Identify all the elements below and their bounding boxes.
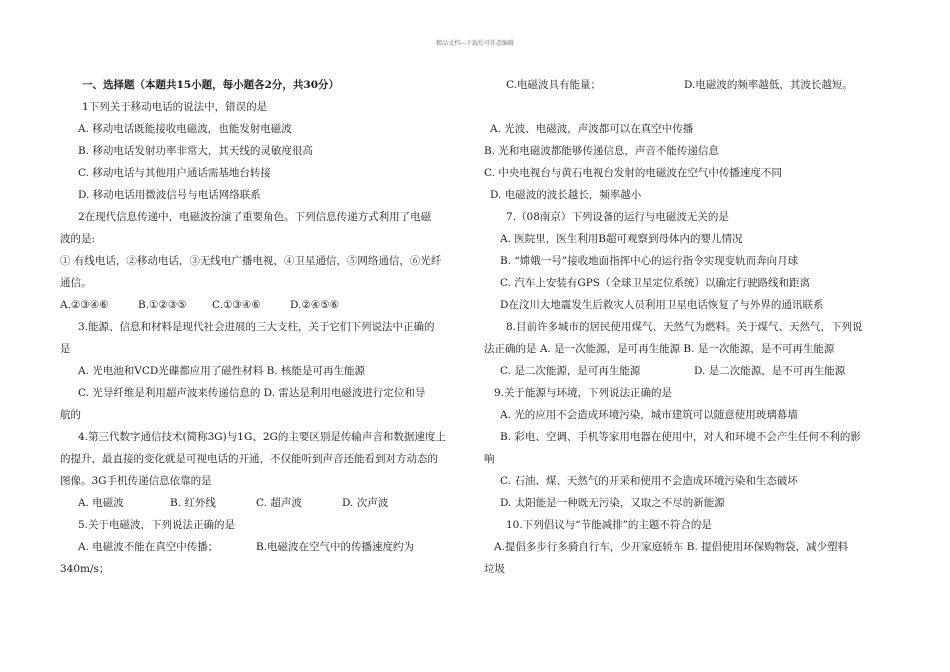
q2-option-d: D.②④⑤⑥ — [290, 299, 340, 311]
q3-options-cd-line1: C. 光导纤维是利用超声波来传递信息的 D. 雷达是利用电磁波进行定位和导 — [78, 387, 426, 399]
q4-option-b: B. 红外线 — [170, 497, 216, 509]
q5-options-cd — [484, 74, 904, 96]
q4-stem-line1: 4.第三代数字通信技术(简称3G)与1G、2G的主要区别是传输声音和数据速度上 — [78, 431, 446, 443]
q2-option-c: C.①③④⑥ — [212, 299, 261, 311]
section-title: 一、选择题（本题共15小题，每小题各2分，共30分） — [82, 79, 340, 91]
q5-option-c: C.电磁波具有能量； — [506, 79, 601, 91]
q3-stem-line1: 3.能源、信息和材料是现代社会进展的三大支柱，关于它们下列说法中正确的 — [78, 321, 435, 333]
header-note: 精品文档---下载后可任意编辑 — [435, 40, 515, 47]
q9-option-a: A. 光的应用不会造成环境污染，城市建筑可以随意使用玻璃幕墙 — [500, 409, 798, 421]
q10-options-ab-line1: A.提倡多步行多骑自行车，少开家庭轿车 B. 提倡使用环保购物袋，减少塑料 — [494, 541, 849, 553]
q6-option-d: D. 电磁波的波长越长，频率越小 — [490, 189, 642, 201]
q7-option-a: A. 医院里，医生利用B超可观察到母体内的婴儿情况 — [500, 233, 743, 245]
q9-option-b-line1: B. 彩电、空调、手机等家用电器在使用中，对人和环境不会产生任何不利的影 — [500, 431, 861, 443]
q3-stem-line2: 是 — [60, 343, 71, 355]
q2-stem-line3: ① 有线电话，②移动电话，③无线电广播电视，④卫星通信，⑤网络通信，⑥光纤 — [60, 255, 442, 267]
q2-option-b: B.①②③⑤ — [138, 299, 187, 311]
q5-option-b: B.电磁波在空气中的传播速度约为 — [256, 541, 415, 553]
q1-option-b: B. 移动电话发射功率非常大，其天线的灵敏度很高 — [78, 145, 313, 157]
q4-stem-line3: 图像。3G手机传递信息依靠的是 — [60, 475, 212, 487]
q9-option-d: D. 太阳能是一种既无污染，又取之不尽的新能源 — [500, 497, 725, 509]
q3-options-cd-line2: 航的 — [60, 409, 81, 421]
q7-option-b: B. “嫦娥一号”接收地面指挥中心的运行指令实现变轨而奔向月球 — [500, 255, 799, 267]
q1-option-a: A. 移动电话既能接收电磁波，也能发射电磁波 — [78, 123, 292, 135]
q5-option-d: D.电磁波的频率越低，其波长越短。 — [684, 79, 853, 91]
q1-option-c: C. 移动电话与其他用户通话需基地台转接 — [78, 167, 271, 179]
q3-options-ab: A. 光电池和VCD光碟都应用了磁性材料 B. 核能是可再生能源 — [78, 365, 366, 377]
q10-stem: 10.下列倡议与“节能减排”的主题不符合的是 — [506, 519, 712, 531]
q4-options — [60, 492, 460, 514]
q6-option-b: B. 光和电磁波都能够传递信息，声音不能传递信息 — [484, 145, 719, 157]
blank-line — [484, 96, 904, 118]
q8-option-d: D. 是二次能源，是不可再生能源 — [694, 365, 846, 377]
q7-option-c: C. 汽车上安装有GPS（全球卫星定位系统）以确定行驶路线和距离 — [500, 277, 810, 289]
q1-option-d: D. 移动电话用微波信号与电话网络联系 — [78, 189, 261, 201]
q7-stem: 7.（08南京）下列设备的运行与电磁波无关的是 — [506, 211, 729, 223]
q5-option-a: A. 电磁波不能在真空中传播； — [78, 541, 219, 553]
q6-option-a: A. 光波、电磁波，声波都可以在真空中传播 — [490, 123, 694, 135]
q4-option-c: C. 超声波 — [256, 497, 302, 509]
q9-stem: 9.关于能源与环境，下列说法正确的是 — [494, 387, 673, 399]
left-column — [60, 74, 460, 580]
q4-option-d: D. 次声波 — [342, 497, 389, 509]
q2-options — [60, 294, 460, 316]
q1-stem: 1下列关于移动电话的说法中，错误的是 — [82, 101, 268, 113]
q10-options-ab-line2: 垃圾 — [484, 563, 505, 575]
q4-stem-line2: 的提升，最直接的变化就是可视电话的开通，不仅能听到声音还能看到对方动态的 — [60, 453, 438, 465]
q2-stem-line4: 通信。 — [60, 277, 92, 289]
q5-option-b-cont: 340m/s； — [60, 563, 110, 575]
q8-option-c: C. 是二次能源，是可再生能源 — [500, 365, 641, 377]
q5-stem: 5.关于电磁波，下列说法正确的是 — [78, 519, 236, 531]
q5-options-ab — [60, 536, 460, 558]
q9-option-c: C. 石油、煤、天然气的开采和使用不会造成环境污染和生态破坏 — [500, 475, 798, 487]
q6-option-c: C. 中央电视台与黄石电视台发射的电磁波在空气中传播速度不同 — [484, 167, 782, 179]
right-column — [484, 74, 904, 580]
q2-stem-line1: 2在现代信息传递中，电磁波扮演了重要角色。下列信息传递方式利用了电磁 — [78, 211, 432, 223]
q8-stem-line2: 法正确的是 A. 是一次能源，是可再生能源 B. 是一次能源，是不可再生能源 — [484, 343, 835, 355]
q2-option-a: A.②③④⑥ — [60, 299, 109, 311]
q8-options-cd — [484, 360, 904, 382]
q2-stem-line2: 波的是: — [60, 233, 96, 245]
q7-option-d: D在汶川大地震发生后救灾人员利用卫星电话恢复了与外界的通讯联系 — [500, 299, 824, 311]
q4-option-a: A. 电磁波 — [78, 497, 124, 509]
q8-stem-line1: 8.目前许多城市的居民使用煤气、天然气为燃料。关于煤气、天然气，下列说 — [506, 321, 863, 333]
q9-option-b-line2: 响 — [484, 453, 495, 465]
